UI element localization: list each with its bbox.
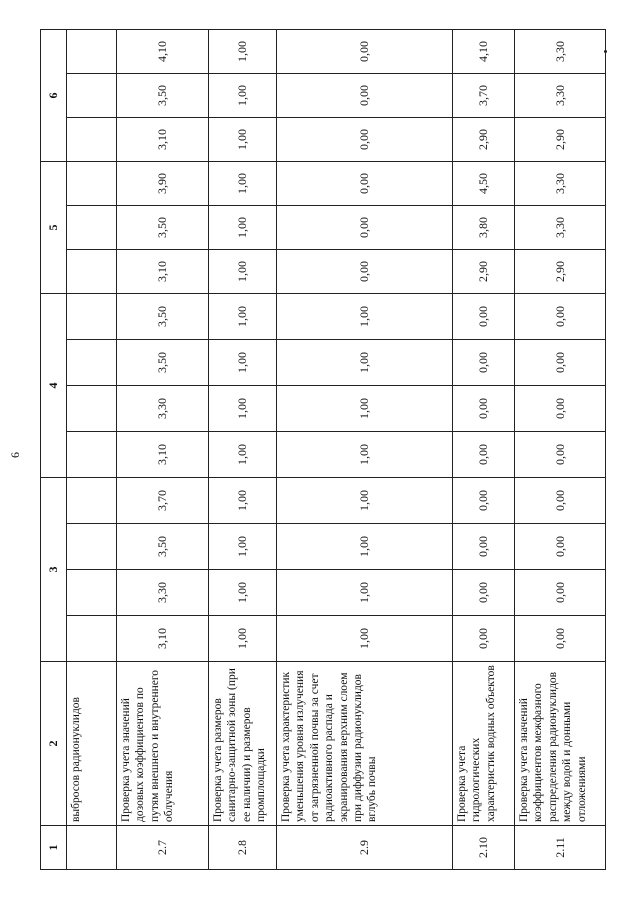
value-cell: 3,30 — [515, 206, 606, 250]
value-cell: 2,90 — [515, 250, 606, 294]
value-cell: 1,00 — [209, 117, 277, 161]
value-cell: 0,00 — [515, 478, 606, 524]
value-cell: 0,00 — [277, 117, 453, 161]
value-cell: 1,00 — [277, 616, 453, 662]
value-cell: 0,00 — [277, 29, 453, 73]
value-cell: 3,10 — [117, 250, 209, 294]
table-row — [453, 29, 515, 869]
row-code: 2.9 — [277, 826, 453, 870]
value-cell: 3,30 — [515, 29, 606, 73]
value-cell: 3,50 — [117, 73, 209, 117]
continuation-code-cell — [67, 826, 117, 870]
header-group-3: 3 — [41, 478, 67, 662]
value-cell: 0,00 — [453, 478, 515, 524]
value-cell: 0,00 — [277, 73, 453, 117]
value-cell: 0,00 — [453, 432, 515, 478]
header-group-6: 6 — [41, 29, 67, 161]
row-code: 2.10 — [453, 826, 515, 870]
value-cell: 1,00 — [209, 294, 277, 340]
value-cell: 0,00 — [515, 570, 606, 616]
value-cell: 3,50 — [117, 294, 209, 340]
value-cell: 3,30 — [117, 386, 209, 432]
value-cell: 0,00 — [453, 340, 515, 386]
value-cell: 3,10 — [117, 616, 209, 662]
value-cell: 1,00 — [277, 432, 453, 478]
row-code: 2.8 — [209, 826, 277, 870]
value-cell: 1,00 — [209, 161, 277, 205]
value-cell: 0,00 — [453, 386, 515, 432]
value-cell: 0,00 — [453, 616, 515, 662]
value-cell: 4,50 — [453, 161, 515, 205]
value-cell: 0,00 — [515, 616, 606, 662]
value-cell: 0,00 — [277, 206, 453, 250]
table-row — [209, 29, 277, 869]
value-cell: 1,00 — [209, 524, 277, 570]
value-cell: 0,00 — [453, 294, 515, 340]
value-cell: 3,90 — [117, 161, 209, 205]
value-cell: 3,50 — [117, 206, 209, 250]
value-cell: 0,00 — [453, 524, 515, 570]
rotated-table-container — [40, 30, 605, 870]
header-group-5: 5 — [41, 161, 67, 293]
value-cell: 1,00 — [209, 340, 277, 386]
value-cell: 0,00 — [277, 161, 453, 205]
table-row — [515, 29, 606, 869]
row-code: 2.11 — [515, 826, 606, 870]
value-cell: 0,00 — [515, 386, 606, 432]
value-cell: 1,00 — [277, 570, 453, 616]
value-cell: 4,10 — [117, 29, 209, 73]
row-description: Проверка учета гидрологических характеристик водных объектов — [453, 662, 515, 826]
value-cell: 3,30 — [515, 161, 606, 205]
value-cell: 1,00 — [277, 340, 453, 386]
value-cell: 3,10 — [117, 432, 209, 478]
value-cell: 3,50 — [117, 524, 209, 570]
row-description: Проверка учета значений дозовых коэффициентов по путям внешнего и внутреннего облучения — [117, 662, 209, 826]
value-cell: 1,00 — [277, 386, 453, 432]
value-cell: 0,00 — [453, 570, 515, 616]
row-description: Проверка учета характеристик уменьшения уровня излучения от загрязненной почвы за счет радиоактивного распада и экранирования верхним слоем при диффузии радионуклидов вглубь почвы — [277, 662, 453, 826]
value-cell: 3,10 — [117, 117, 209, 161]
continuation-text: выбросов радионуклидов — [67, 662, 117, 826]
value-cell: 3,80 — [453, 206, 515, 250]
value-cell: 4,10 — [453, 29, 515, 73]
value-cell: 0,00 — [515, 432, 606, 478]
value-cell: 3,30 — [515, 73, 606, 117]
value-cell: 1,00 — [277, 478, 453, 524]
value-cell: 1,00 — [209, 432, 277, 478]
row-code: 2.7 — [117, 826, 209, 870]
row-description: Проверка учета размеров санитарно-защитной зоны (при ее наличии) и размеров промплощадки — [209, 662, 277, 826]
value-cell: 2,90 — [453, 117, 515, 161]
value-cell: 1,00 — [209, 478, 277, 524]
table-body — [117, 29, 606, 869]
value-cell: 2,90 — [453, 250, 515, 294]
value-cell: 1,00 — [209, 206, 277, 250]
value-cell: 1,00 — [209, 29, 277, 73]
header-col-2: 2 — [41, 662, 67, 826]
page-number: 6 — [8, 452, 22, 458]
value-cell: 1,00 — [209, 386, 277, 432]
value-cell: 3,30 — [117, 570, 209, 616]
value-cell: 0,00 — [515, 524, 606, 570]
value-cell: 0,00 — [515, 340, 606, 386]
value-cell: 1,00 — [209, 616, 277, 662]
value-cell: 3,50 — [117, 340, 209, 386]
value-cell: 3,70 — [453, 73, 515, 117]
value-cell: 0,00 — [277, 250, 453, 294]
value-cell: 0,00 — [515, 294, 606, 340]
value-cell: 3,70 — [117, 478, 209, 524]
value-cell: 1,00 — [209, 570, 277, 616]
value-cell: 2,90 — [515, 117, 606, 161]
header-col-1: 1 — [41, 826, 67, 870]
value-cell: 1,00 — [277, 524, 453, 570]
table-row — [277, 29, 453, 869]
header-group-4: 4 — [41, 294, 67, 478]
evaluation-table — [40, 29, 606, 870]
table-row — [117, 29, 209, 869]
value-cell: 1,00 — [277, 294, 453, 340]
value-cell: 1,00 — [209, 73, 277, 117]
row-description: Проверка учета значений коэффициентов межфазного распределения радионуклидов между водой и донными отложениями — [515, 662, 606, 826]
value-cell: 1,00 — [209, 250, 277, 294]
